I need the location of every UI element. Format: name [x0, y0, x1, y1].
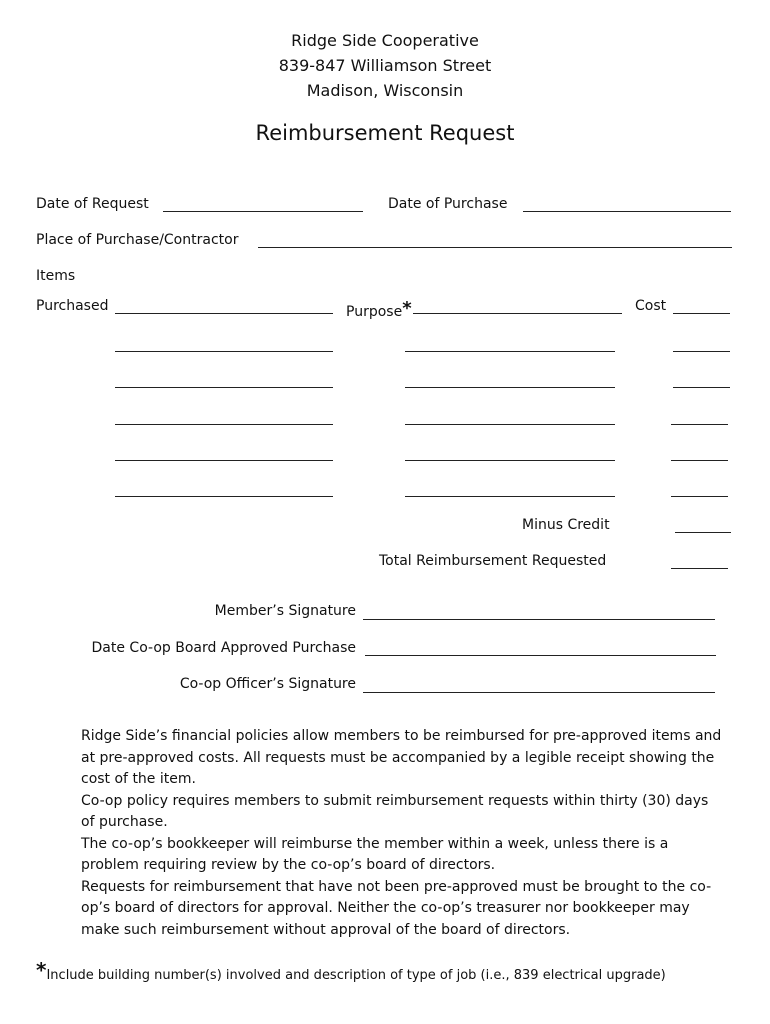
purpose-line-4[interactable]: [405, 424, 615, 425]
officer-signature-line[interactable]: [363, 692, 715, 693]
organization-street: 839-847 Williamson Street: [278, 56, 492, 75]
place-of-purchase-line[interactable]: [258, 247, 732, 248]
item-line-2[interactable]: [115, 351, 333, 352]
date-of-purchase-line[interactable]: [523, 211, 731, 212]
cost-line-4[interactable]: [671, 424, 728, 425]
purchased-label: Purchased: [36, 298, 109, 314]
policy-text: [36, 726, 726, 941]
board-approved-date-line[interactable]: [365, 655, 716, 656]
policy-paragraph: The co-op’s bookkeeper will reimburse the member within a week, unless there is a problem requiring review by the co-op’s board of directors.: [81, 835, 669, 873]
purpose-line-2[interactable]: [405, 351, 615, 352]
date-of-request-line[interactable]: [163, 211, 363, 212]
item-line-3[interactable]: [115, 387, 333, 388]
purpose-label: Purpose*: [346, 298, 412, 320]
place-of-purchase-label: Place of Purchase/Contractor: [36, 232, 239, 248]
cost-line-5[interactable]: [671, 460, 728, 461]
board-approved-date-label: Date Co-op Board Approved Purchase: [91, 640, 356, 656]
cost-line-6[interactable]: [671, 496, 728, 497]
minus-credit-line[interactable]: [675, 532, 731, 533]
footnote: [36, 958, 666, 983]
officer-signature-label: Co-op Officer’s Signature: [179, 676, 356, 692]
item-line-5[interactable]: [115, 460, 333, 461]
footnote-text: Include building number(s) involved and description of type of job (i.e., 839 electrical upgrade): [46, 968, 666, 983]
organization-name: Ridge Side Cooperative: [291, 31, 479, 50]
purpose-line-1[interactable]: [413, 313, 622, 314]
purpose-line-6[interactable]: [405, 496, 615, 497]
member-signature-label: Member’s Signature: [214, 603, 356, 619]
policy-paragraph: Ridge Side’s financial policies allow members to be reimbursed for pre-approved items and at pre-approved costs. All requests must be accompanied by a legible receipt showing the cost of the item.: [81, 728, 722, 787]
form-title: Reimbursement Request: [255, 121, 515, 145]
purpose-line-5[interactable]: [405, 460, 615, 461]
policy-paragraph: Requests for reimbursement that have not been pre-approved must be brought to the co-op’s board of directors for approval. Neither the co-op’s treasurer nor bookkeeper may make such reimbursement without approval of the board of directors.: [81, 878, 712, 938]
items-label: Items: [36, 268, 76, 284]
member-signature-line[interactable]: [363, 619, 715, 620]
purpose-asterisk: *: [402, 298, 412, 319]
date-of-purchase-label: Date of Purchase: [388, 196, 508, 212]
item-line-4[interactable]: [115, 424, 333, 425]
total-reimbursement-label: Total Reimbursement Requested: [379, 553, 607, 569]
organization-city: Madison, Wisconsin: [306, 81, 464, 100]
minus-credit-label: Minus Credit: [522, 517, 610, 533]
date-of-request-label: Date of Request: [36, 196, 149, 212]
item-line-1[interactable]: [115, 313, 333, 314]
footnote-asterisk: *: [36, 958, 47, 982]
cost-label: Cost: [635, 298, 667, 314]
cost-line-1[interactable]: [673, 313, 730, 314]
cost-line-2[interactable]: [673, 351, 730, 352]
total-reimbursement-line[interactable]: [671, 568, 728, 569]
purpose-line-3[interactable]: [405, 387, 615, 388]
item-line-6[interactable]: [115, 496, 333, 497]
policy-paragraph: Co-op policy requires members to submit reimbursement requests within thirty (30) days of purchase.: [81, 792, 709, 830]
cost-line-3[interactable]: [673, 387, 730, 388]
